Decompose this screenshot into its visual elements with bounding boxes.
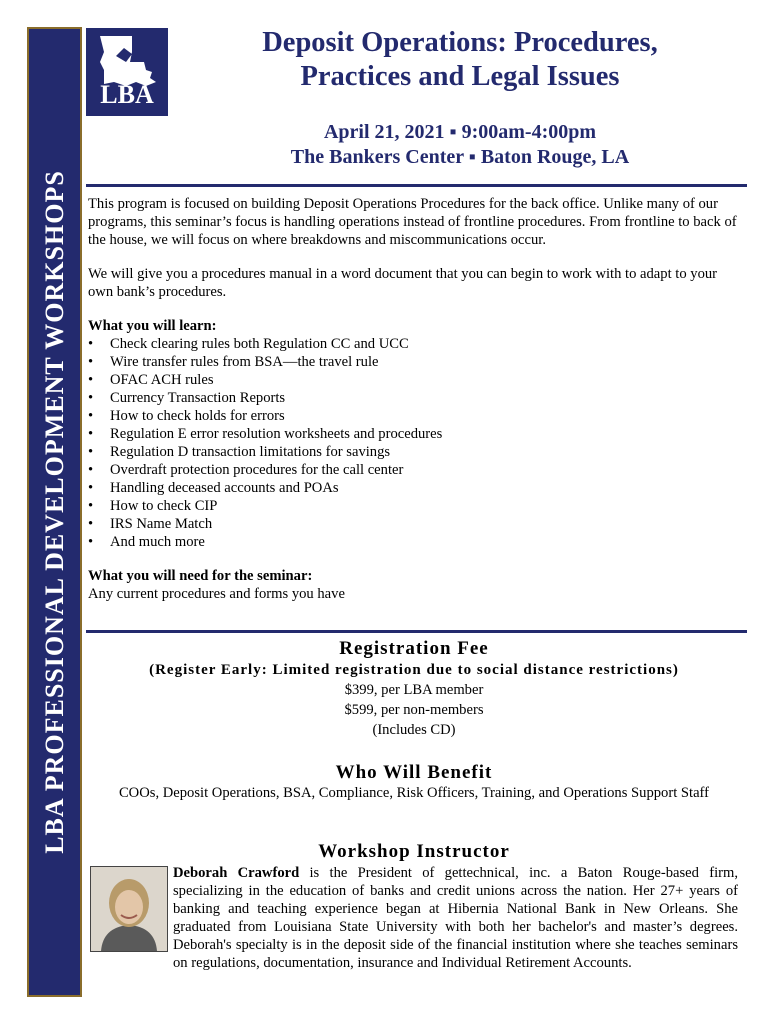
list-item: • Currency Transaction Reports xyxy=(88,389,740,407)
instructor-bio-text: is the President of gettechnical, inc. a Baton Rouge-based firm, specializing in the education of banks and credit unions across the nation. Her 27+ years of banking and teaching experience began at Hibernia National Bank in New Orleans. She graduated from Louisiana State University with both her bachelor's and master’s degrees. Deborah's specialty is in the deposit side of the financial institution where she teaches seminars on regulations, documentation, insurance and Individual Retirement Accounts. xyxy=(173,865,738,971)
fee-heading: Registration Fee xyxy=(339,638,489,659)
divider-middle xyxy=(86,630,747,633)
list-item: • How to check CIP xyxy=(88,497,740,515)
event-location: The Bankers Center ▪ Baton Rouge, LA xyxy=(290,146,630,168)
instructor-photo xyxy=(90,866,168,952)
event-date-time: April 21, 2021 ▪ 9:00am-4:00pm xyxy=(323,121,597,143)
list-item: • Regulation D transaction limitations for savings xyxy=(88,443,740,461)
intro-section xyxy=(88,195,740,603)
benefit-heading: Who Will Benefit xyxy=(335,762,493,783)
instructor-bio xyxy=(88,864,738,972)
page-title xyxy=(180,26,740,94)
logo-text: LBA xyxy=(100,80,154,109)
need-text: Any current procedures and forms you have xyxy=(88,586,345,602)
list-item: • And much more xyxy=(88,533,740,551)
benefit-text: COOs, Deposit Operations, BSA, Compliance, Risk Officers, Training, and Operations Support Staff xyxy=(118,785,710,801)
divider-top xyxy=(86,184,747,187)
title-line-1: Deposit Operations: Procedures, xyxy=(262,27,658,58)
fee-note: (Register Early: Limited registration due to social distance restrictions) xyxy=(149,662,679,678)
sidebar-title: LBA PROFESSIONAL DEVELOPMENT WORKSHOPS xyxy=(39,170,69,854)
fee-member: $399, per LBA member xyxy=(344,682,484,698)
sidebar-banner xyxy=(27,27,82,997)
list-item: • Wire transfer rules from BSA—the travel rule xyxy=(88,353,740,371)
instructor-name: Deborah Crawford xyxy=(173,865,300,881)
title-line-2: Practices and Legal Issues xyxy=(300,61,620,92)
fee-nonmember: $599, per non-members xyxy=(344,702,484,718)
list-item: • Check clearing rules both Regulation CC and UCC xyxy=(88,335,740,353)
fee-includes: (Includes CD) xyxy=(372,722,456,738)
learn-list xyxy=(88,335,740,551)
intro-paragraph-2: We will give you a procedures manual in a word document that you can begin to work with to adapt to your own bank’s procedures. xyxy=(88,266,718,300)
fee-details xyxy=(88,660,740,740)
intro-paragraph-1: This program is focused on building Deposit Operations Procedures for the back office. Unlike many of our programs, this seminar’s focus is handling operations instead of frontline procedures. From frontline to back of the house, we will focus on where breakdowns and miscommunications occur. xyxy=(88,196,737,248)
instructor-heading: Workshop Instructor xyxy=(318,841,510,862)
list-item: • OFAC ACH rules xyxy=(88,371,740,389)
list-item: • Regulation E error resolution worksheets and procedures xyxy=(88,425,740,443)
need-heading: What you will need for the seminar: xyxy=(88,568,313,584)
list-item: • Overdraft protection procedures for the call center xyxy=(88,461,740,479)
list-item: • IRS Name Match xyxy=(88,515,740,533)
lba-logo xyxy=(86,28,168,116)
list-item: • Handling deceased accounts and POAs xyxy=(88,479,740,497)
portrait-image xyxy=(91,867,167,951)
list-item: • How to check holds for errors xyxy=(88,407,740,425)
learn-heading: What you will learn: xyxy=(88,318,217,334)
